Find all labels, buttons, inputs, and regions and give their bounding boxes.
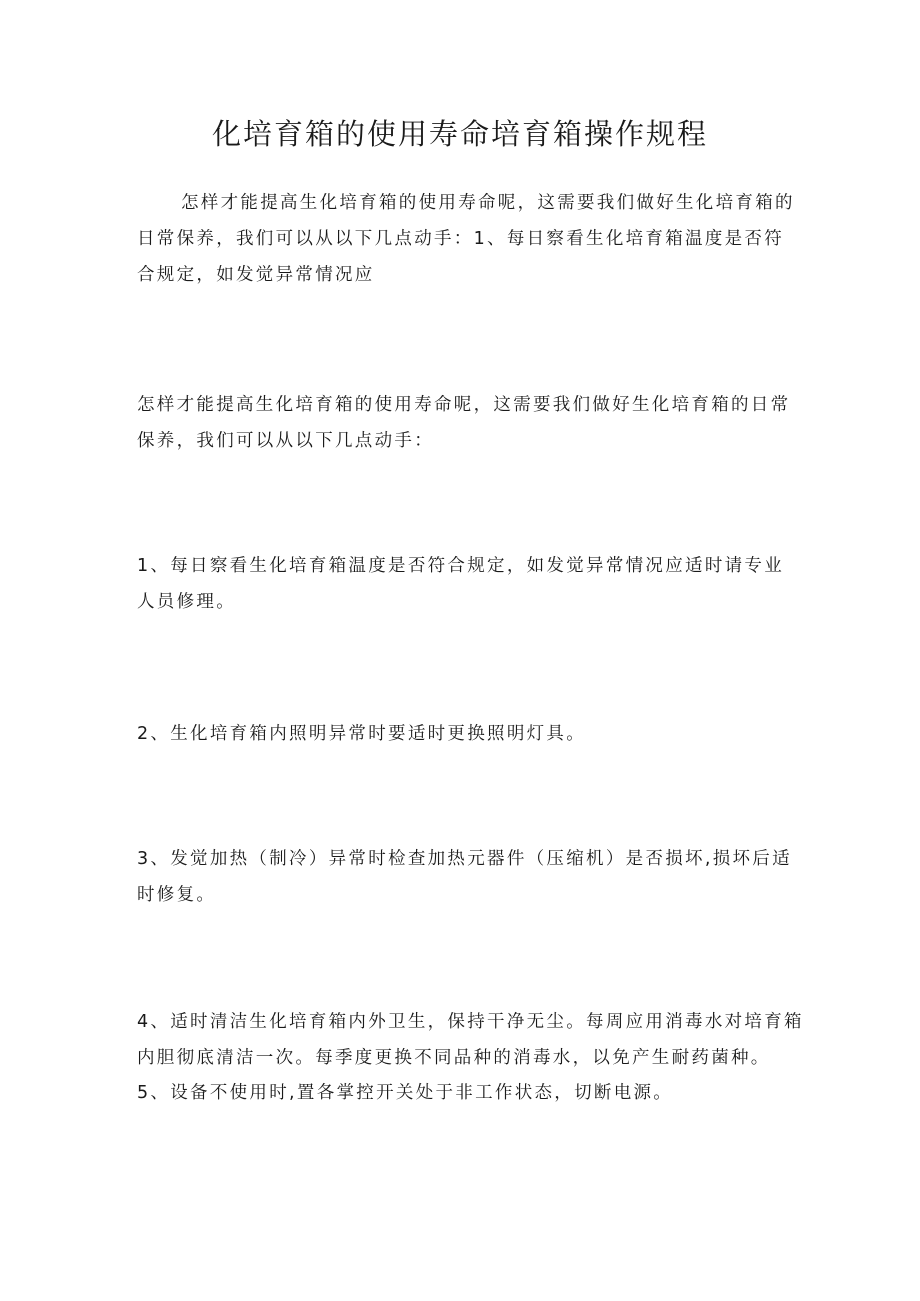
maintenance-item-4: 4、适时清洁生化培育箱内外卫生，保持干净无尘。每周应用消毒水对培育箱内胆彻底清洁一次。每季度更换不同品种的消毒水，以免产生耐药菌种。 xyxy=(137,1012,804,1068)
maintenance-item-2: 2、生化培育箱内照明异常时要适时更换照明灯具。 xyxy=(137,724,587,744)
maintenance-item-3: 3、发觉加热（制冷）异常时检查加热元器件（压缩机）是否损坏,损坏后适时修复。 xyxy=(137,849,792,905)
maintenance-item-5: 5、设备不使用时,置各掌控开关处于非工作状态，切断电源。 xyxy=(137,1083,674,1103)
maintenance-item-1: 1、每日察看生化培育箱温度是否符合规定，如发觉异常情况应适时请专业人员修理。 xyxy=(137,556,785,612)
summary-paragraph: 怎样才能提高生化培育箱的使用寿命呢，这需要我们做好生化培育箱的日常保养，我们可以从以下几点动手： xyxy=(137,395,791,451)
intro-paragraph: 怎样才能提高生化培育箱的使用寿命呢，这需要我们做好生化培育箱的日常保养，我们可以从以下几点动手：1、每日察看生化培育箱温度是否符合规定，如发觉异常情况应 xyxy=(137,193,795,285)
document-title: 化培育箱的使用寿命培育箱操作规程 xyxy=(211,117,708,151)
